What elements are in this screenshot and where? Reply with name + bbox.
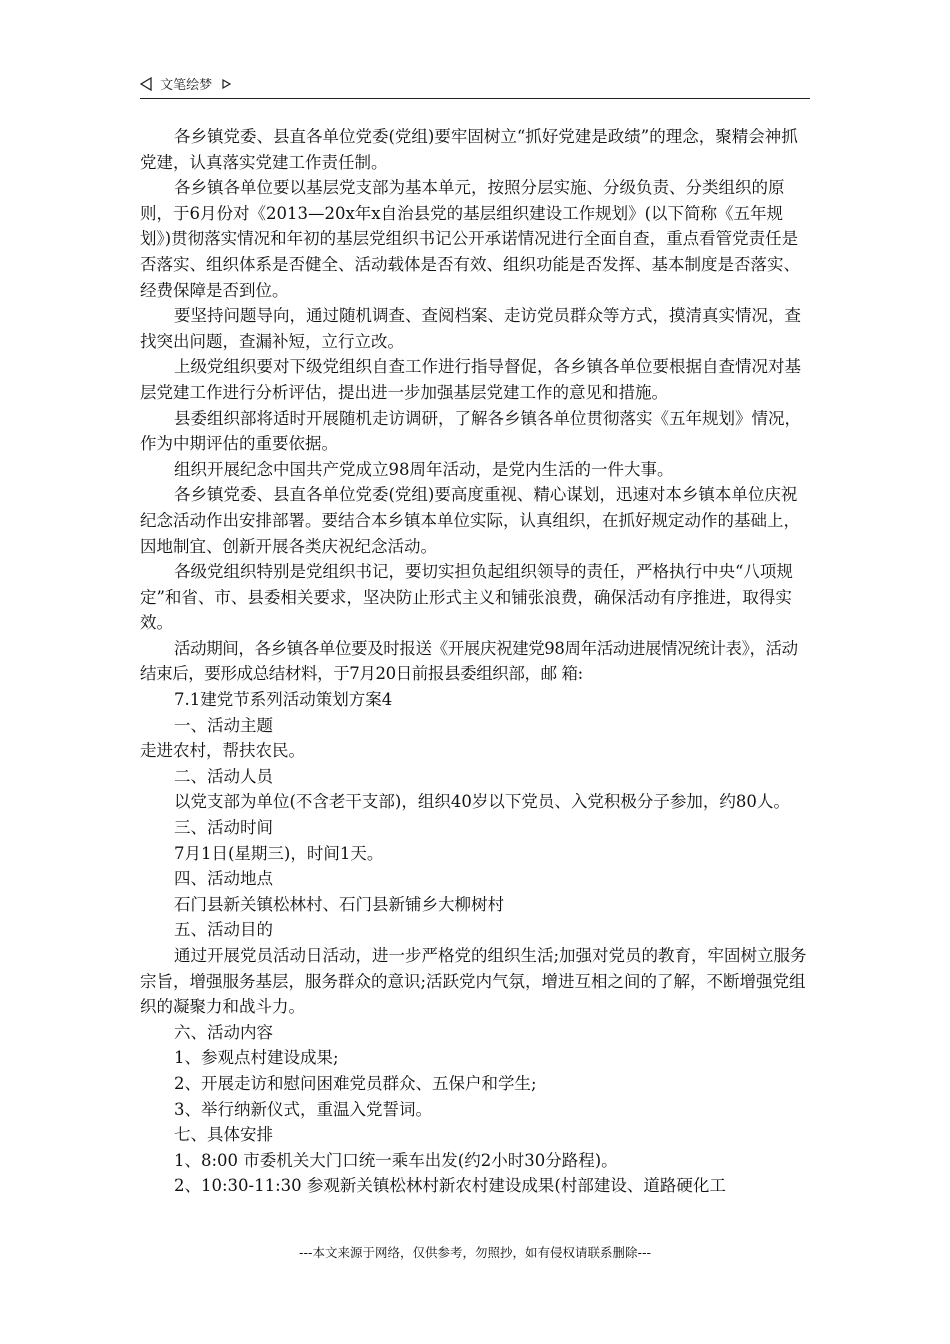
section-heading: 五、活动目的 — [174, 920, 273, 940]
paragraph: 活动期间，各乡镇各单位要及时报送《开展庆祝建党98周年活动进展情况统计表》，活动结束后，要形成总结材料，于7月20日前报县委组织部，邮 箱: — [140, 638, 798, 684]
page-footer: ---本文来源于网络，仅供参考，勿照抄，如有侵权请联系删除--- — [298, 1245, 652, 1260]
paragraph: 通过开展党员活动日活动，进一步严格党的组织生活;加强对党员的教育，牢固树立服务宗旨，增强服务基层，服务群众的意识;活跃党内气氛，增进互相之间的了解，不断增强党组织的凝聚力和战斗力。 — [140, 946, 807, 1017]
paragraph: 以党支部为单位(不含老干支部)，组织40岁以下党员、入党积极分子参加，约80人。 — [174, 792, 790, 812]
section-heading: 三、活动时间 — [174, 818, 273, 838]
paragraph: 县委组织部将适时开展随机走访调研，了解各乡镇各单位贯彻落实《五年规划》情况，作为中期评估的重要依据。 — [140, 408, 801, 454]
list-item: 3、举行纳新仪式，重温入党誓词。 — [174, 1099, 432, 1119]
paragraph: 要坚持问题导向，通过随机调查、查阅档案、走访党员群众等方式，摸清真实情况，查找突出问题，查漏补短，立行立改。 — [140, 306, 801, 351]
document-body — [140, 124, 812, 1199]
page-header — [140, 74, 810, 99]
paragraph: 各乡镇党委、县直各单位党委(党组)要高度重视、精心谋划，迅速对本乡镇本单位庆祝纪念活动作出安排部署。要结合本乡镇本单位实际，认真组织，在抓好规定动作的基础上，因地制宜、创新开展各类庆祝纪念活动。 — [140, 485, 800, 556]
paragraph: 石门县新关镇松林村、石门县新铺乡大柳树村 — [174, 894, 504, 914]
section-heading: 二、活动人员 — [174, 766, 273, 786]
header-brand: 文笔绘梦 — [160, 78, 213, 93]
paragraph: 各乡镇各单位要以基层党支部为基本单元，按照分层实施、分级负责、分类组织的原则，于6月份对《2013—20x年x自治县党的基层组织建设工作规划》(以下简称《五年规划》)贯彻落实情况和年初的基层党组织书记公开承诺情况进行全面自查，重点看管党责任是否落实、组织体系是否健全、活动载体是否有效、组织功能是否发挥、基本制度是否落实、经费保障是否到位。 — [140, 178, 800, 300]
triangle-right-icon — [222, 79, 231, 89]
paragraph: 各级党组织特别是党组织书记，要切实担负起组织领导的责任，严格执行中央“八项规定”和省、市、县委相关要求，坚决防止形式主义和铺张浪费，确保活动有序推进，取得实效。 — [140, 562, 793, 633]
list-item: 1、8:00 市委机关大门口统一乘车出发(约2小时30分路程)。 — [174, 1150, 618, 1170]
plan-title: 7.1建党节系列活动策划方案4 — [174, 690, 393, 710]
section-heading: 一、活动主题 — [174, 715, 273, 735]
list-item: 2、开展走访和慰问困难党员群众、五保户和学生; — [174, 1073, 537, 1093]
paragraph: 组织开展纪念中国共产党成立98周年活动，是党内生活的一件大事。 — [174, 459, 674, 479]
paragraph: 各乡镇党委、县直各单位党委(党组)要牢固树立“抓好党建是政绩”的理念，聚精会神抓党建，认真落实党建工作责任制。 — [140, 127, 798, 172]
paragraph: 走进农村，帮扶农民。 — [140, 741, 305, 761]
paragraph: 7月1日(星期三)，时间1天。 — [174, 843, 384, 863]
section-heading: 七、具体安排 — [174, 1125, 273, 1145]
list-item: 1、参观点村建设成果; — [174, 1048, 339, 1068]
list-item: 2、10:30-11:30 参观新关镇松林村新农村建设成果(村部建设、道路硬化工 — [174, 1176, 726, 1196]
section-heading: 四、活动地点 — [174, 869, 273, 889]
triangle-left-icon — [140, 77, 152, 91]
section-heading: 六、活动内容 — [174, 1022, 273, 1042]
paragraph: 上级党组织要对下级党组织自查工作进行指导督促，各乡镇各单位要根据自查情况对基层党建工作进行分析评估，提出进一步加强基层党建工作的意见和措施。 — [140, 357, 801, 402]
